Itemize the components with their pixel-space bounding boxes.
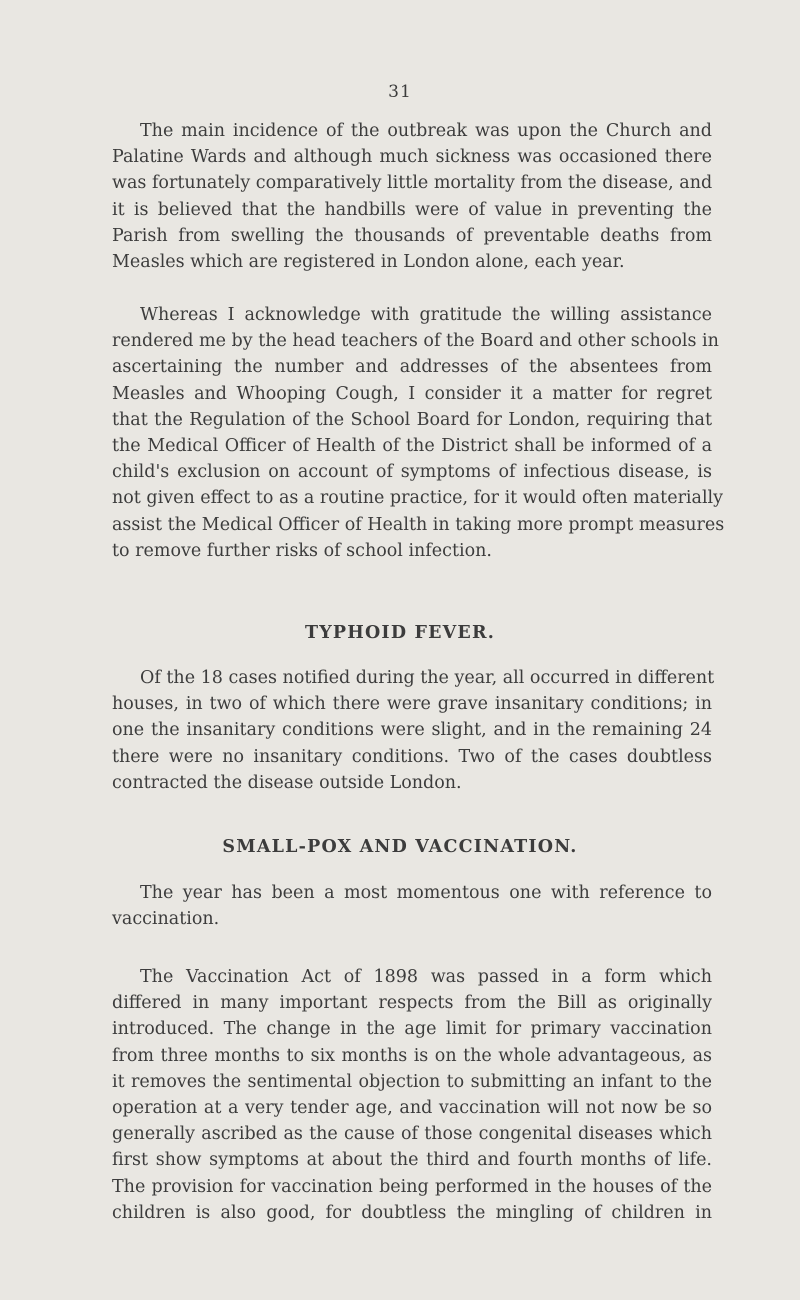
- paragraph-line: The Vaccination Act of 1898 was passed in a form which: [140, 967, 712, 987]
- section-heading-typhoid-fever: TYPHOID FEVER.: [304, 623, 496, 643]
- paragraph-line: Measles which are registered in London alone, each year.: [112, 252, 625, 273]
- paragraph-line: contracted the disease outside London.: [112, 772, 462, 793]
- paragraph-line: child's exclusion on account of symptoms of infectious disease, is: [112, 462, 712, 483]
- paragraph-line: Palatine Wards and although much sickness was occasioned there: [112, 147, 712, 168]
- paragraph-line: children is also good, for doubtless the mingling of children in: [112, 1202, 712, 1223]
- page-number: 31: [388, 82, 412, 102]
- paragraph-line: generally ascribed as the cause of those congenital diseases which: [112, 1124, 712, 1145]
- paragraph-line: rendered me by the head teachers of the Board and other schools in: [112, 331, 719, 352]
- paragraph-line: The provision for vaccination being performed in the houses of the: [112, 1176, 712, 1197]
- paragraph-line: assist the Medical Officer of Health in taking more prompt measures: [112, 514, 725, 535]
- paragraph-line: first show symptoms at about the third and fourth months of life.: [112, 1150, 712, 1171]
- paragraph-line: vaccination.: [112, 909, 220, 930]
- paragraph-line: ascertaining the number and addresses of the absentees from: [112, 357, 712, 378]
- paragraph-line: introduced. The change in the age limit for primary vaccination: [112, 1019, 712, 1040]
- paragraph-momentous-year: [112, 880, 712, 932]
- paragraph-line: there were no insanitary conditions. Two of the cases doubtless: [112, 746, 712, 767]
- paragraph-line: houses, in two of which there were grave insanitary conditions; in: [112, 694, 712, 715]
- paragraph-school-regulation: [112, 302, 725, 564]
- paragraph-typhoid-cases: [112, 665, 715, 796]
- paragraph-line: differed in many important respects from the Bill as originally: [112, 993, 712, 1014]
- paragraph-line: the Medical Officer of Health of the District shall be informed of a: [112, 436, 712, 457]
- paragraph-line: The main incidence of the outbreak was upon the Church and: [140, 121, 712, 141]
- paragraph-line: from three months to six months is on the whole advantageous, as: [112, 1045, 712, 1066]
- paragraph-line: not given effect to as a routine practice, for it would often materially: [112, 488, 724, 509]
- paragraph-line: Measles and Whooping Cough, I consider it a matter for regret: [112, 383, 712, 404]
- paragraph-vaccination-act: [112, 964, 712, 1226]
- paragraph-line: The year has been a most momentous one with reference to: [140, 883, 712, 903]
- paragraph-line: Parish from swelling the thousands of preventable deaths from: [112, 225, 712, 246]
- paragraph-line: was fortunately comparatively little mortality from the disease, and: [112, 173, 713, 194]
- paragraph-line: it is believed that the handbills were of value in preventing the: [112, 199, 712, 220]
- paragraph-line: Of the 18 cases notified during the year, all occurred in different: [140, 668, 715, 688]
- paragraph-line: operation at a very tender age, and vaccination will not now be so: [112, 1098, 712, 1119]
- paragraph-measles-outbreak: [112, 118, 712, 275]
- paragraph-line: it removes the sentimental objection to submitting an infant to the: [112, 1071, 712, 1092]
- paragraph-line: that the Regulation of the School Board for London, requiring that: [112, 409, 712, 430]
- section-heading-smallpox-vaccination: SMALL-POX AND VACCINATION.: [222, 837, 578, 857]
- paragraph-line: to remove further risks of school infection.: [112, 540, 492, 561]
- paragraph-line: Whereas I acknowledge with gratitude the willing assistance: [140, 305, 712, 325]
- paragraph-line: one the insanitary conditions were slight, and in the remaining 24: [112, 720, 712, 741]
